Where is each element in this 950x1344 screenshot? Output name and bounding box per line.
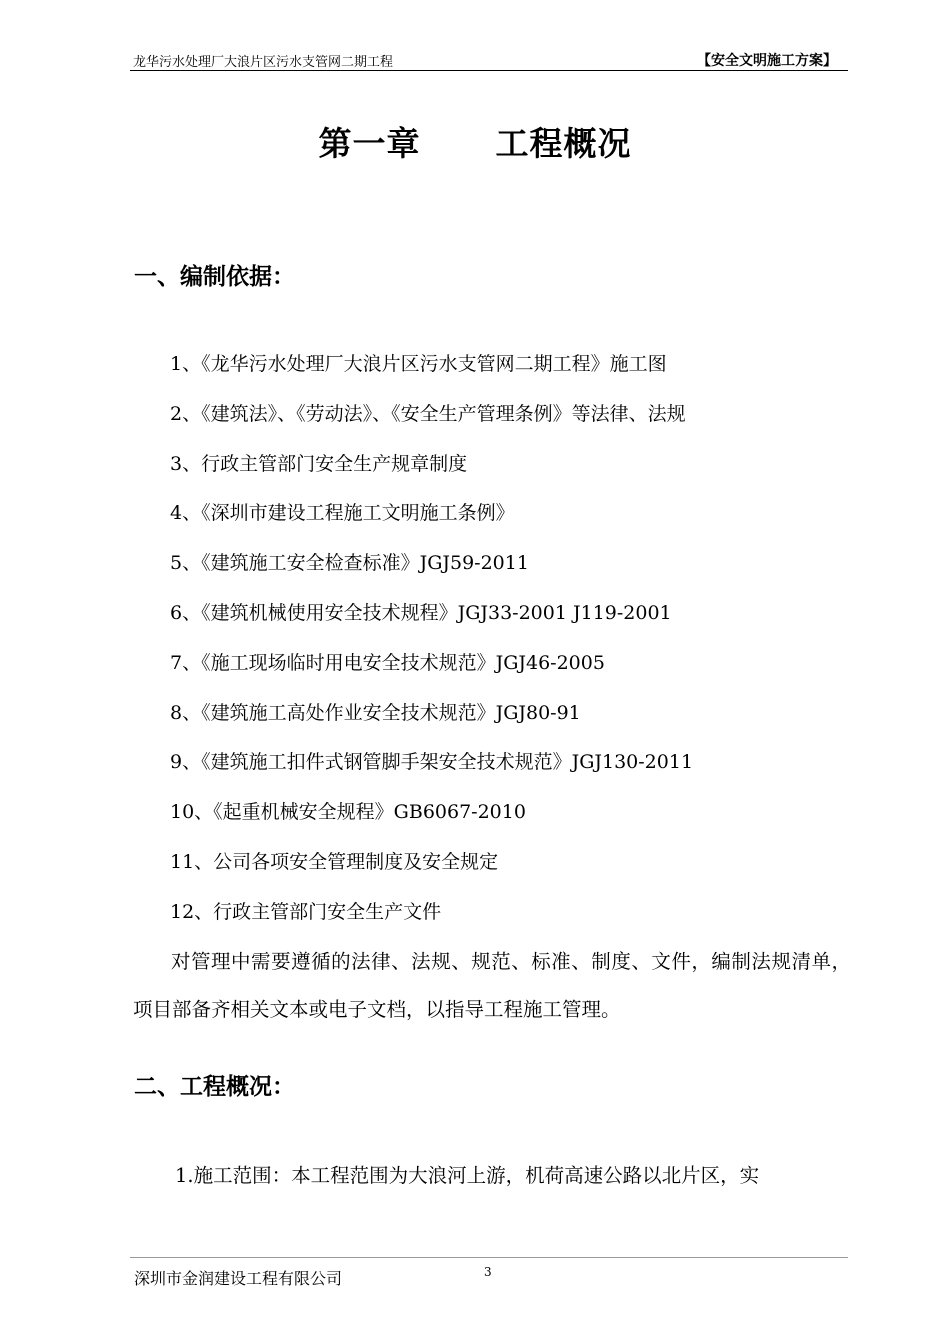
list-item: 2、《建筑法》、《劳动法》、《安全生产管理条例》等法律、法规 <box>170 402 686 425</box>
header-divider <box>130 70 848 71</box>
page-number: 3 <box>484 1265 492 1279</box>
footer-company: 深圳市金润建设工程有限公司 <box>134 1269 343 1288</box>
section-heading-basis: 一、编制依据： <box>134 263 295 290</box>
footer-divider <box>130 1257 848 1258</box>
basis-list <box>170 352 693 950</box>
header-project-title: 龙华污水处理厂大浪片区污水支管网二期工程 <box>133 55 394 70</box>
list-item: 9、《建筑施工扣件式钢管脚手架安全技术规范》JGJ130-2011 <box>170 751 694 774</box>
list-item: 1、《龙华污水处理厂大浪片区污水支管网二期工程》施工图 <box>170 353 667 375</box>
header-doc-type: 【安全文明施工方案】 <box>697 53 837 69</box>
basis-paragraph: 对管理中需要遵循的法律、法规、规范、标准、制度、文件，编制法规清单，项目部备齐相关文本或电子文档，以指导工程施工管理。 <box>133 950 851 1021</box>
list-item: 8、《建筑施工高处作业安全技术规范》JGJ80-91 <box>170 701 581 724</box>
list-item: 10、《起重机械安全规程》GB6067-2010 <box>170 801 526 824</box>
chapter-title: 第一章 工程概况 <box>318 124 632 163</box>
list-item: 11、公司各项安全管理制度及安全规定 <box>170 850 499 873</box>
list-item: 12、行政主管部门安全生产文件 <box>170 900 442 923</box>
list-item: 3、行政主管部门安全生产规章制度 <box>170 452 468 475</box>
list-item: 6、《建筑机械使用安全技术规程》JGJ33-2001 J119-2001 <box>170 601 672 624</box>
list-item: 4、《深圳市建设工程施工文明施工条例》 <box>170 502 515 525</box>
list-item: 7、《施工现场临时用电安全技术规范》JGJ46-2005 <box>170 651 605 674</box>
section-heading-overview: 二、工程概况： <box>134 1073 295 1100</box>
list-item: 5、《建筑施工安全检查标准》JGJ59-2011 <box>170 552 529 575</box>
scope-paragraph: 1.施工范围：本工程范围为大浪河上游，机荷高速公路以北片区，实 <box>175 1164 760 1187</box>
